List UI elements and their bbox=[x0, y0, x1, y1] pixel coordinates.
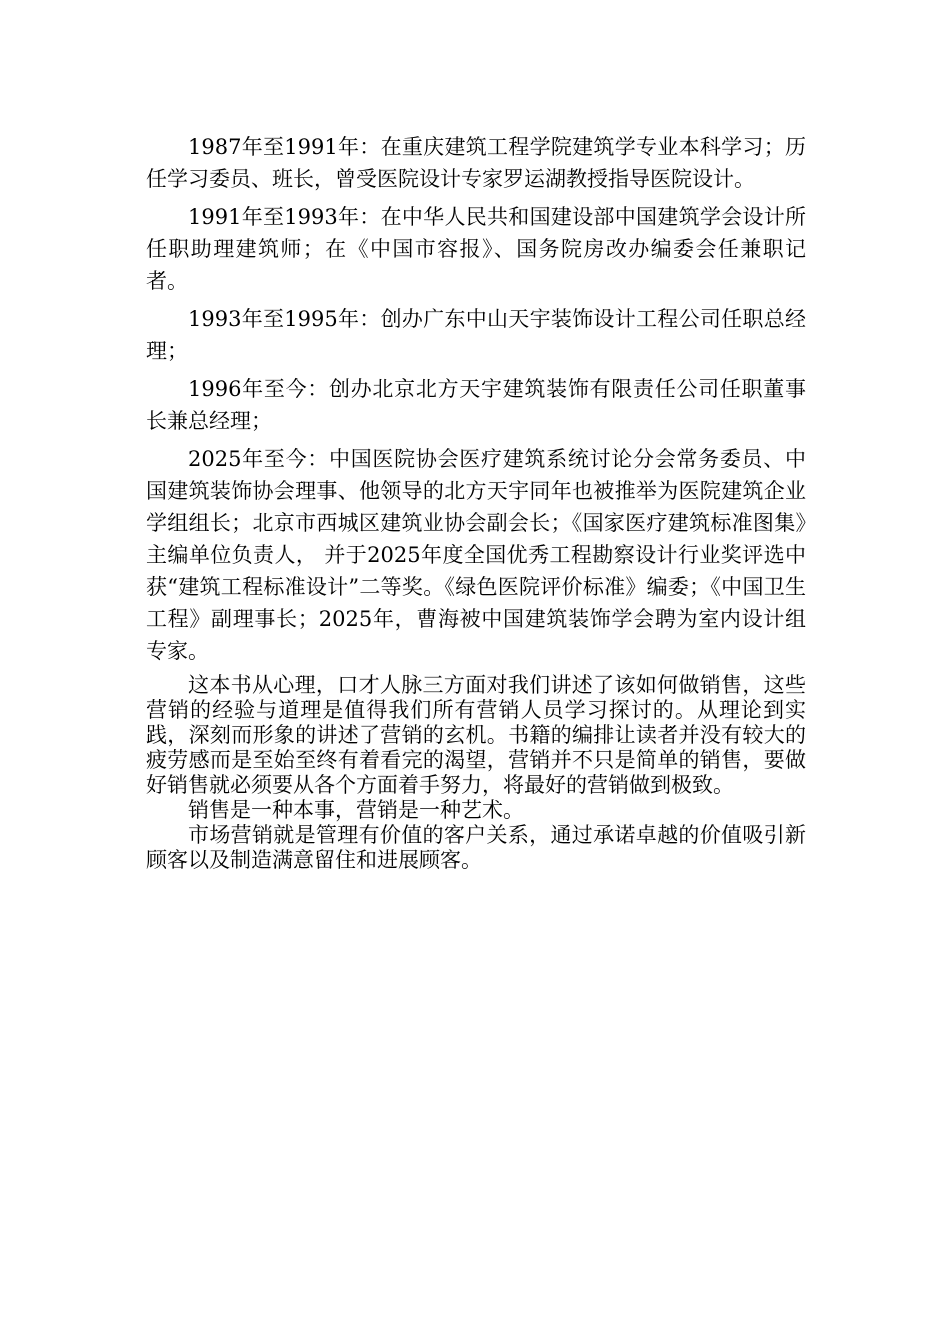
biography-section bbox=[146, 131, 806, 667]
bio-paragraph-1991: 1991年至1993年：在中华人民共和国建设部中国建筑学会设计所任职助理建筑师；在《中国市容报》、国务院房改办编委会任兼职记者。 bbox=[146, 205, 806, 293]
document-page bbox=[146, 131, 806, 873]
book-review-section bbox=[146, 673, 806, 873]
bio-paragraph-1987: 1987年至1991年：在重庆建筑工程学院建筑学专业本科学习；历任学习委员、班长，曾受医院设计专家罗运湖教授指导医院设计。 bbox=[146, 135, 806, 191]
bio-paragraph-1996: 1996年至今：创办北京北方天宇建筑装饰有限责任公司任职董事长兼总经理； bbox=[146, 377, 806, 433]
bio-paragraph-1993: 1993年至1995年：创办广东中山天宇装饰设计工程公司任职总经理； bbox=[146, 307, 806, 363]
bio-paragraph-2025: 2025年至今：中国医院协会医疗建筑系统讨论分会常务委员、中国建筑装饰协会理事、他领导的北方天宇同年也被推举为医院建筑企业学组组长；北京市西城区建筑业协会副会长；《国家医疗建筑标准图集》主编单位负责人， 并于2025年度全国优秀工程勘察设计行业奖评选中获“建筑工程标准设计”二等奖。《绿色医院评价标准》编委；《中国卫生工程》副理事长；2025年，曹海被中国建筑装饰学会聘为室内设计组专家。 bbox=[146, 447, 806, 663]
sales-art-paragraph: 销售是一种本事，营销是一种艺术。 bbox=[188, 798, 524, 822]
review-paragraph: 这本书从心理，口才人脉三方面对我们讲述了该如何做销售，这些营销的经验与道理是值得我们所有营销人员学习探讨的。从理论到实践，深刻而形象的讲述了营销的玄机。书籍的编排让读者并没有较大的疲劳感而是至始至终有着看完的渴望，营销并不只是简单的销售，要做好销售就必须要从各个方面着手努力，将最好的营销做到极致。 bbox=[146, 673, 806, 797]
marketing-definition-paragraph: 市场营销就是管理有价值的客户关系，通过承诺卓越的价值吸引新顾客以及制造满意留住和进展顾客。 bbox=[146, 823, 806, 872]
